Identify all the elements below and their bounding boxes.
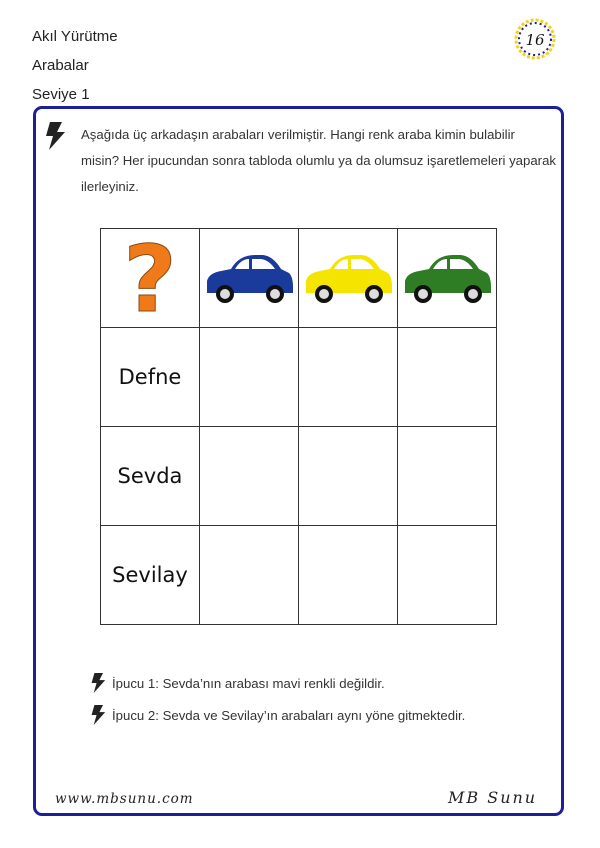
intro-text: Aşağıda üç arkadaşın arabaları verilmiştir. Hangi renk araba kimin bulabilir misin? Her ipucundan sonra tabloda olumlu ya da olumsuz işaretlemeleri yaparak ilerleyiniz. bbox=[81, 127, 556, 194]
question-mark-cell bbox=[101, 229, 200, 328]
car-cell-green bbox=[398, 229, 497, 328]
answer-cell[interactable] bbox=[398, 328, 497, 427]
name-cell: Defne bbox=[101, 328, 200, 427]
answer-cell[interactable] bbox=[200, 328, 299, 427]
yellow-car-icon bbox=[302, 247, 394, 309]
car-cell-blue bbox=[200, 229, 299, 328]
answer-cell[interactable] bbox=[398, 526, 497, 625]
logic-grid bbox=[100, 228, 497, 625]
answer-cell[interactable] bbox=[200, 427, 299, 526]
subject-title: Akıl Yürütme bbox=[32, 28, 118, 45]
answer-cell[interactable] bbox=[200, 526, 299, 625]
clue-1 bbox=[90, 673, 385, 693]
lightning-bolt-icon bbox=[90, 705, 106, 725]
name-cell: Sevilay bbox=[101, 526, 200, 625]
lightning-bolt-icon bbox=[44, 122, 66, 150]
grid-row-defne bbox=[101, 328, 497, 427]
clue-text: İpucu 1: Sevda’nın arabası mavi renkli değildir. bbox=[112, 675, 385, 691]
question-mark-icon bbox=[120, 237, 180, 319]
clue-text: İpucu 2: Sevda ve Sevilay’ın arabaları aynı yöne gitmektedir. bbox=[112, 707, 466, 723]
car-cell-yellow bbox=[299, 229, 398, 328]
grid-row-sevilay bbox=[101, 526, 497, 625]
website-label: www.mbsunu.com bbox=[55, 791, 194, 807]
answer-cell[interactable] bbox=[299, 328, 398, 427]
question-mark: ? bbox=[123, 237, 177, 319]
grid-row-sevda bbox=[101, 427, 497, 526]
clue-2 bbox=[90, 705, 465, 725]
answer-cell[interactable] bbox=[398, 427, 497, 526]
name-cell: Sevda bbox=[101, 427, 200, 526]
level-title: Seviye 1 bbox=[32, 86, 90, 103]
answer-cell[interactable] bbox=[299, 427, 398, 526]
answer-cell[interactable] bbox=[299, 526, 398, 625]
lightning-bolt-icon bbox=[90, 673, 106, 693]
grid-header-row bbox=[101, 229, 497, 328]
blue-car-icon bbox=[203, 247, 295, 309]
topic-title: Arabalar bbox=[32, 57, 89, 74]
page-number: 16 bbox=[525, 31, 545, 49]
page-number-badge bbox=[514, 18, 556, 60]
green-car-icon bbox=[401, 247, 493, 309]
brand-label: MB Sunu bbox=[448, 788, 538, 807]
